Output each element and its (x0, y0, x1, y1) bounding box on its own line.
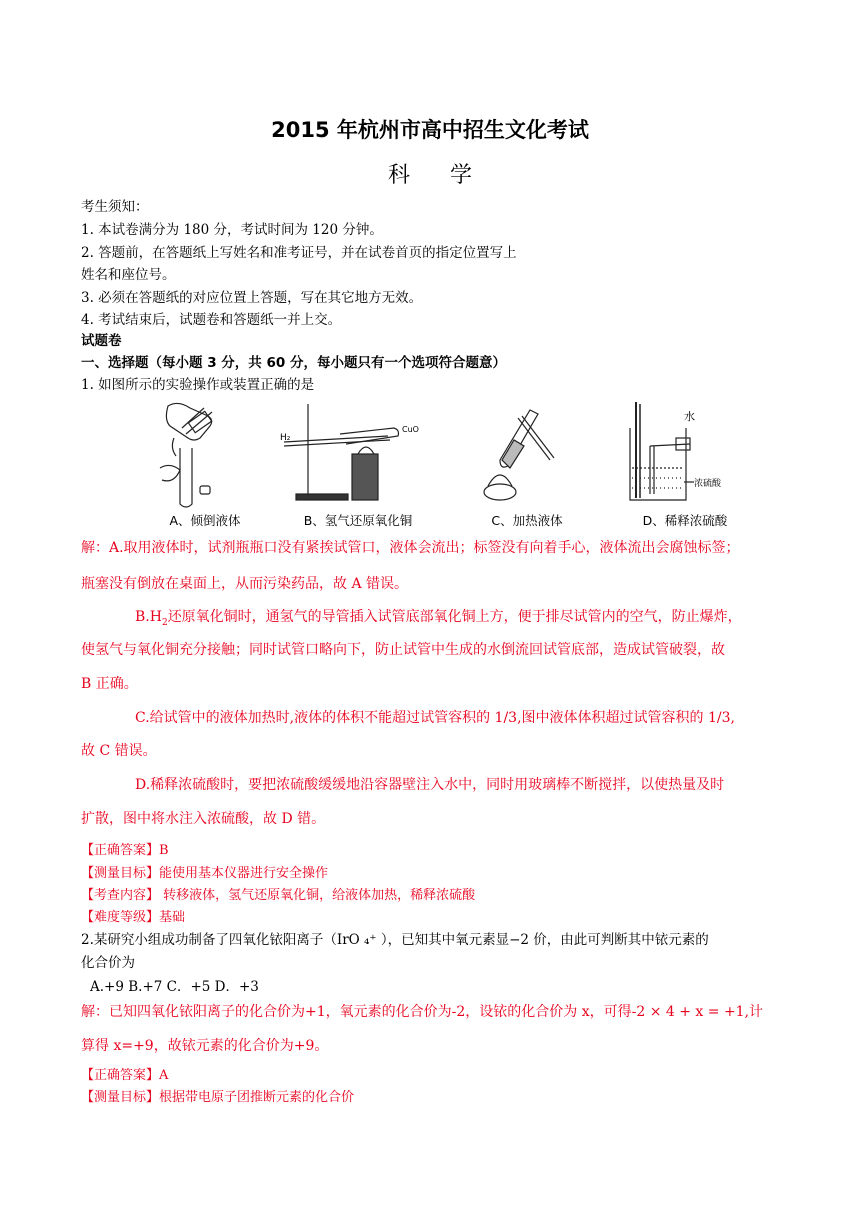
section-label: 试题卷 (81, 333, 122, 349)
q2-expl-line1: 解：已知四氧化铱阳离子的化合价为+1，氧元素的化合价为-2，设铱的化合价为 x，可得-2 × 4 + x = +1,计 (81, 1004, 764, 1020)
q2-goal: 【测量目标】根据带电原子团推断元素的化合价 (81, 1090, 355, 1105)
q1-expl-d-line1: D.稀释浓硫酸时，要把浓硫酸缓缓地沿容器壁注入水中，同时用玻璃棒不断搅拌，以使热量及时 (135, 777, 725, 793)
figure-c-caption: C、加热液体 (491, 513, 563, 528)
cuo-label: CuO (402, 425, 419, 434)
question-2-options: A.+9 B.+7 C．+5 D．+3 (90, 979, 259, 995)
notice-item-4: 4. 考试结束后，试题卷和答题纸一并上交。 (81, 312, 342, 328)
q1-goal: 【测量目标】能使用基本仪器进行安全操作 (81, 866, 329, 881)
hydrogen-reduction-illustration (278, 398, 438, 510)
exam-title: 2015 年杭州市高中招生文化考试 (271, 118, 589, 142)
question-2-stem-line1: 2.某研究小组成功制备了四氧化铱阳离子（IrO ₄⁺ ），已知其中氧元素显−2 价，由此可判断其中铱元素的 (81, 932, 709, 948)
q1-content: 【考查内容】 转移液体，氢气还原氧化铜，给液体加热，稀释浓硫酸 (81, 888, 476, 903)
notice-item-2-cont: 姓名和座位号。 (81, 267, 176, 283)
q1-expl-b-prefix: B.H (135, 609, 162, 625)
q1-expl-d-line2: 扩散，图中将水注入浓硫酸，故 D 错。 (81, 811, 326, 827)
figure-d-caption: D、稀释浓硫酸 (642, 513, 728, 528)
section-title: 一、选择题（每小题 3 分，共 60 分，每小题只有一个选项符合题意） (81, 355, 506, 371)
q2-expl-line2: 算得 x=+9，故铱元素的化合价为+9。 (81, 1038, 329, 1054)
question-1-stem: 1. 如图所示的实验操作或装置正确的是 (81, 377, 315, 393)
figure-a-caption: A、倾倒液体 (169, 513, 241, 528)
q2-answer: 【正确答案】A (81, 1068, 169, 1083)
q1-expl-b-subscript: 2 (161, 617, 168, 628)
q1-expl-b-line1 (135, 609, 742, 632)
question-1-figures (130, 398, 750, 530)
notice-heading: 考生须知： (81, 199, 149, 215)
notice-item-3: 3. 必须在答题纸的对应位置上答题，写在其它地方无效。 (81, 290, 423, 306)
heating-liquid-illustration (452, 398, 602, 510)
figure-b-caption: B、氢气还原氧化铜 (303, 513, 413, 528)
q1-expl-c-line2: 故 C 错误。 (81, 743, 157, 759)
q1-expl-a-line1: 解：A.取用液体时，试剂瓶瓶口没有紧挨试管口，液体会流出；标签没有向着手心，液体流出会腐蚀标签； (81, 540, 740, 556)
pouring-liquid-illustration (130, 398, 280, 510)
q1-expl-b-rest: 还原氧化铜时，通氢气的导管插入试管底部氧化铜上方，便于排尽试管内的空气，防止爆炸， (167, 609, 742, 625)
notice-item-1: 1. 本试卷满分为 180 分，考试时间为 120 分钟。 (81, 222, 383, 238)
figure-b (278, 398, 438, 530)
question-2-stem-line2: 化合价为 (81, 955, 135, 971)
q1-expl-b-line3: B 正确。 (81, 676, 138, 692)
notice-item-2: 2. 答题前，在答题纸上写姓名和准考证号，并在试卷首页的指定位置写上 (81, 245, 517, 261)
water-label: 水 (684, 410, 695, 423)
figure-d (610, 398, 760, 530)
figure-a (130, 398, 280, 530)
q1-difficulty: 【难度等级】基础 (81, 910, 186, 925)
h2-label: H₂ (280, 433, 291, 443)
figure-c (452, 398, 602, 530)
q1-expl-c-line1: C.给试管中的液体加热时,液体的体积不能超过试管容积的 1/3,图中液体体积超过试管容积的 1/3, (135, 710, 735, 726)
q1-expl-b-line2: 使氢气与氧化铜充分接触；同时试管口略向下，防止试管中生成的水倒流回试管底部，造成试管破裂，故 (81, 642, 725, 658)
subject-title: 科学 (387, 163, 512, 188)
q1-answer: 【正确答案】B (81, 843, 169, 858)
q1-expl-a-line2: 瓶塞没有倒放在桌面上，从而污染药品，故 A 错误。 (81, 576, 409, 592)
diluting-acid-illustration (610, 398, 760, 510)
acid-label: 浓硫酸 (694, 479, 722, 489)
